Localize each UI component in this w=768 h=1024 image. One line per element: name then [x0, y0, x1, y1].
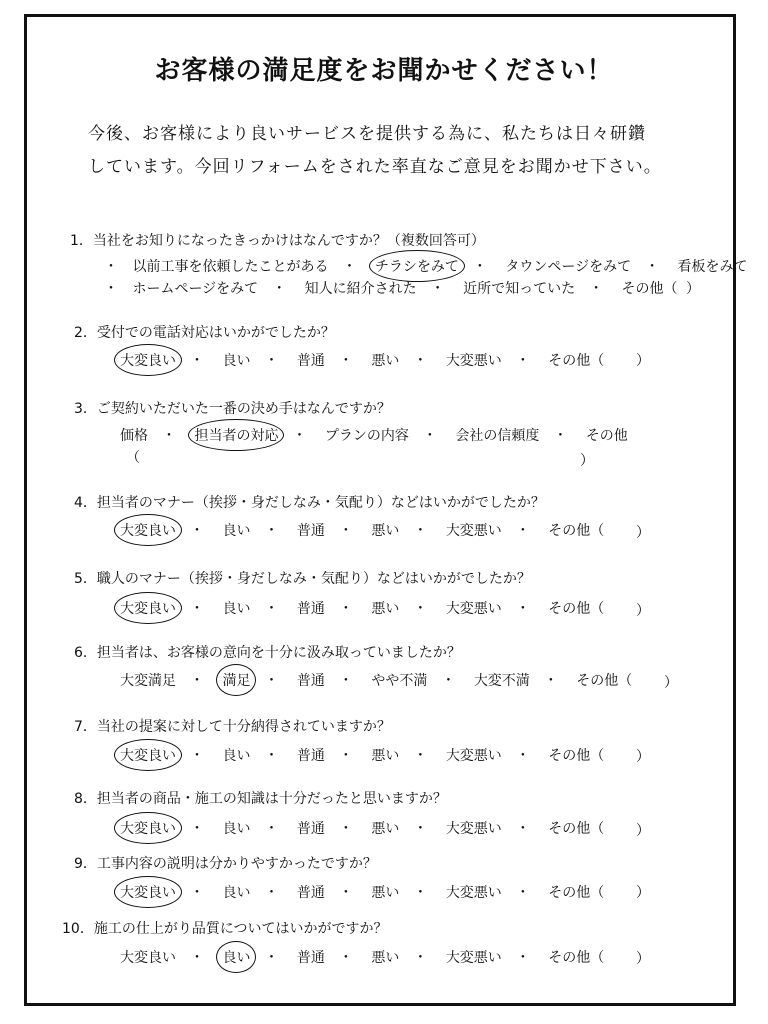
q1-option-3[interactable]: タウンページをみて	[505, 259, 632, 275]
intro-line-2: しています。今回リフォームをされた率直なご意見をお聞かせ下さい。	[88, 157, 662, 177]
q8-close-paren: ）	[636, 823, 650, 839]
q4-option-4[interactable]: 悪い	[371, 523, 400, 539]
q1-option-6[interactable]: 知人に紹介された	[304, 281, 417, 297]
q6-options: 大変満足 ・ 満足 ・ 普通 ・ やや不満 ・ 大変不満 ・ その他（	[120, 670, 632, 690]
q2-option-3[interactable]: 普通	[296, 353, 325, 369]
q9-options: 大変良い ・ 良い ・ 普通 ・ 悪い ・ 大変悪い ・ その他（	[120, 882, 604, 902]
q9-option-5[interactable]: 大変悪い	[445, 885, 502, 901]
q2-option-6[interactable]: その他（	[548, 353, 605, 369]
question-8: 8．担当者の商品・施工の知識は十分だったと思いますか？	[74, 791, 447, 807]
q2-option-2[interactable]: 良い	[222, 353, 251, 369]
q1-option-5[interactable]: ホームページをみて	[132, 281, 259, 297]
q4-option-5[interactable]: 大変悪い	[445, 523, 502, 539]
q5-option-4[interactable]: 悪い	[371, 601, 400, 617]
q1-options-row-2: ・ ホームページをみて ・ 知人に紹介された ・ 近所で知っていた ・ その他（	[104, 278, 678, 298]
q7-option-2[interactable]: 良い	[222, 748, 251, 764]
q10-options: 大変良い ・ 良い ・ 普通 ・ 悪い ・ 大変悪い ・ その他（	[120, 947, 604, 967]
q7-option-6[interactable]: その他（	[548, 748, 605, 764]
q2-option-1[interactable]: 大変良い	[120, 350, 176, 370]
q2-option-5[interactable]: 大変悪い	[445, 353, 502, 369]
q2-options: 大変良い ・ 良い ・ 普通 ・ 悪い ・ 大変悪い ・ その他（	[120, 350, 604, 370]
q5-close-paren: ）	[636, 603, 650, 619]
q3-option-3[interactable]: プランの内容	[324, 428, 409, 444]
q8-option-4[interactable]: 悪い	[371, 821, 400, 837]
q9-close-paren: ）	[636, 885, 650, 901]
page-title: お客様の満足度をお聞かせください！	[154, 56, 614, 86]
q8-options: 大変良い ・ 良い ・ 普通 ・ 悪い ・ 大変悪い ・ その他（	[120, 818, 604, 838]
q6-close-paren: ）	[664, 675, 678, 691]
question-4: 4．担当者のマナー（挨拶・身だしなみ・気配り）などはいかがでしたか？	[74, 495, 545, 511]
q5-option-1[interactable]: 大変良い	[120, 598, 176, 618]
q1-option-2[interactable]: チラシをみて	[375, 256, 459, 276]
q8-option-3[interactable]: 普通	[296, 821, 325, 837]
q6-option-5[interactable]: 大変不満	[473, 673, 530, 689]
q4-option-6[interactable]: その他（	[548, 523, 605, 539]
q4-close-paren: ）	[636, 525, 650, 541]
question-7: 7．当社の提案に対して十分納得されていますか？	[74, 719, 391, 735]
question-3: 3．ご契約いただいた一番の決め手はなんですか？	[74, 401, 391, 417]
q4-option-3[interactable]: 普通	[296, 523, 325, 539]
q10-close-paren: ）	[636, 951, 650, 967]
q3-close-paren: ）	[580, 453, 594, 469]
q9-option-3[interactable]: 普通	[296, 885, 325, 901]
q7-option-4[interactable]: 悪い	[371, 748, 400, 764]
q1-option-7[interactable]: 近所で知っていた	[463, 281, 576, 297]
q9-option-2[interactable]: 良い	[222, 885, 251, 901]
q1-close-paren: ）	[686, 281, 700, 297]
q3-option-1[interactable]: 価格	[120, 428, 148, 444]
q7-options: 大変良い ・ 良い ・ 普通 ・ 悪い ・ 大変悪い ・ その他（	[120, 745, 604, 765]
q7-option-1[interactable]: 大変良い	[120, 745, 176, 765]
q8-option-5[interactable]: 大変悪い	[445, 821, 502, 837]
q4-option-2[interactable]: 良い	[222, 523, 251, 539]
q10-option-1[interactable]: 大変良い	[120, 950, 176, 966]
q6-option-6[interactable]: その他（	[576, 673, 633, 689]
question-10: 10．施工の仕上がり品質についてはいかがですか？	[62, 921, 388, 937]
q3-option-4[interactable]: 会社の信頼度	[455, 428, 540, 444]
q10-option-2[interactable]: 良い	[222, 947, 250, 967]
q10-option-5[interactable]: 大変悪い	[445, 950, 502, 966]
question-6: 6．担当者は、お客様の意向を十分に汲み取っていましたか？	[74, 645, 461, 661]
q9-option-4[interactable]: 悪い	[371, 885, 400, 901]
q3-options: 価格 ・ 担当者の対応 ・ プランの内容 ・ 会社の信頼度 ・ その他	[120, 425, 628, 445]
q10-option-4[interactable]: 悪い	[371, 950, 400, 966]
q6-option-3[interactable]: 普通	[296, 673, 325, 689]
question-1: 1．当社をお知りになったきっかけはなんですか？（複数回答可）	[70, 233, 485, 249]
q9-option-6[interactable]: その他（	[548, 885, 605, 901]
question-9: 9．工事内容の説明は分かりやすかったですか？	[74, 856, 377, 872]
q5-option-2[interactable]: 良い	[222, 601, 251, 617]
q5-option-6[interactable]: その他（	[548, 601, 605, 617]
q7-option-5[interactable]: 大変悪い	[445, 748, 502, 764]
q8-option-1[interactable]: 大変良い	[120, 818, 176, 838]
q10-option-6[interactable]: その他（	[548, 950, 605, 966]
q10-option-3[interactable]: 普通	[296, 950, 325, 966]
question-5: 5．職人のマナー（挨拶・身だしなみ・気配り）などはいかがでしたか？	[74, 571, 531, 587]
intro-line-1: 今後、お客様により良いサービスを提供する為に、私たちは日々研鑽	[88, 124, 646, 144]
q5-option-5[interactable]: 大変悪い	[445, 601, 502, 617]
q5-options: 大変良い ・ 良い ・ 普通 ・ 悪い ・ 大変悪い ・ その他（	[120, 598, 604, 618]
q6-option-2[interactable]: 満足	[222, 670, 250, 690]
q4-option-1[interactable]: 大変良い	[120, 520, 176, 540]
q1-option-8[interactable]: その他（	[621, 281, 678, 297]
q9-option-1[interactable]: 大変良い	[120, 882, 176, 902]
q1-options-row-1: ・ 以前工事を依頼したことがある ・ チラシをみて ・ タウンページをみて ・ 看板をみて	[104, 256, 748, 276]
q8-option-2[interactable]: 良い	[222, 821, 251, 837]
q1-option-1[interactable]: 以前工事を依頼したことがある	[132, 259, 329, 275]
q7-option-3[interactable]: 普通	[296, 748, 325, 764]
question-2: 2．受付での電話対応はいかがでしたか？	[74, 325, 335, 341]
q2-option-4[interactable]: 悪い	[371, 353, 400, 369]
q1-option-4[interactable]: 看板をみて	[677, 259, 748, 275]
q6-option-1[interactable]: 大変満足	[120, 673, 176, 689]
q4-options: 大変良い ・ 良い ・ 普通 ・ 悪い ・ 大変悪い ・ その他（	[120, 520, 604, 540]
q5-option-3[interactable]: 普通	[296, 601, 325, 617]
q7-close-paren: ）	[636, 749, 650, 765]
q3-option-2[interactable]: 担当者の対応	[194, 425, 278, 445]
q6-option-4[interactable]: やや不満	[371, 673, 428, 689]
q8-option-6[interactable]: その他（	[548, 821, 605, 837]
q3-other-open-paren: （	[126, 450, 140, 466]
q3-option-5[interactable]: その他	[585, 428, 628, 444]
q2-close-paren: ）	[636, 353, 650, 369]
